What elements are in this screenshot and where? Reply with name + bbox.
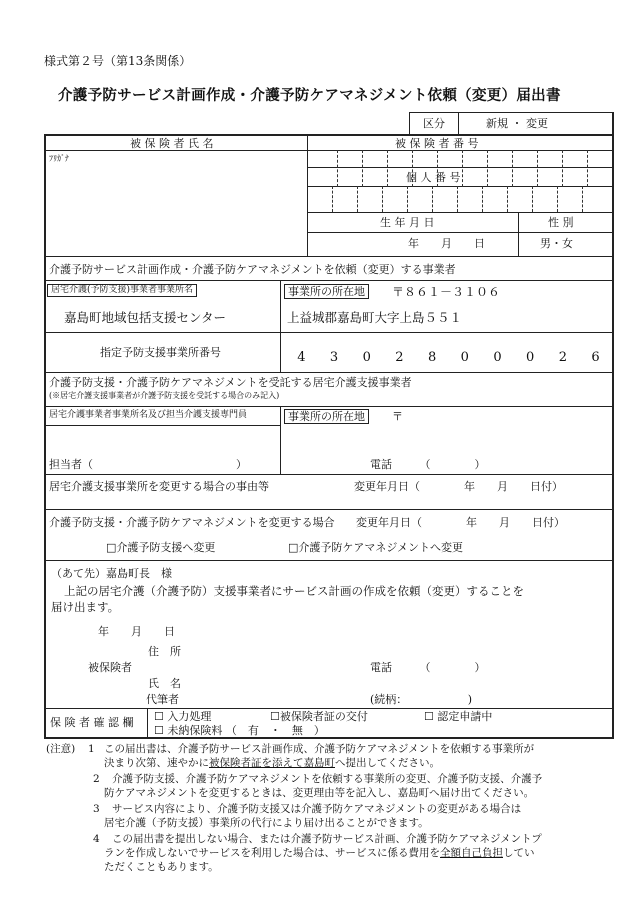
declaration-date: 年 月 日 (98, 625, 175, 638)
designation-digit: 2 (558, 350, 567, 365)
divider (44, 280, 612, 281)
digit-cell-divider (482, 186, 483, 212)
divider (307, 167, 612, 168)
change-reason-label: 居宅介護支援事業所を変更する場合の事由等 (49, 480, 269, 493)
divider (44, 474, 612, 475)
note-number: 4 (93, 833, 100, 845)
divider (280, 406, 281, 474)
insured-label: 被保険者 (88, 661, 132, 674)
form-frame-top (44, 134, 614, 136)
office-name-label: 居宅介護(予防支援)事業者事業所名 (47, 284, 197, 297)
classification-label: 区分 (423, 117, 445, 130)
divider (307, 212, 612, 213)
furigana-label: ﾌﾘｶﾞﾅ (49, 154, 69, 163)
designation-digit: 0 (362, 350, 371, 365)
office-address: 上益城郡嘉島町大字上島５５１ (287, 310, 463, 325)
digit-cell-divider (337, 150, 338, 187)
declaration-line2: 届け出ます。 (51, 600, 120, 614)
section2-note: (※居宅介護支援事業者が介護予防支援を受託する場合のみ記入) (49, 391, 280, 400)
insured-number-label: 被 保 険 者 番 号 (395, 137, 479, 150)
divider (44, 372, 612, 373)
designation-number-label: 指定予防支援事業所番号 (100, 346, 221, 359)
section2-heading: 介護予防支援・介護予防ケアマネジメントを受託する居宅介護支援事業者 (49, 376, 412, 389)
divider (280, 280, 281, 372)
note-number: 3 (93, 803, 100, 815)
section1-heading: 介護予防サービス計画作成・介護予防ケアマネジメントを依頼（変更）する事業者 (49, 263, 456, 276)
office-address-label: 事業所の所在地 (284, 284, 369, 299)
note-4-line1: この届出書を提出しない場合、または介護予防サービス計画、介護予防ケアマネジメントプ (112, 833, 542, 845)
digit-cell-divider (532, 186, 533, 212)
form-number: 様式第２号（第13条関係） (44, 54, 192, 68)
divider (409, 112, 613, 113)
designation-digit: 0 (526, 350, 535, 365)
personal-number-label: 個 人 番 号 (406, 171, 461, 184)
page-title: 介護予防サービス計画作成・介護予防ケアマネジメント依頼（変更）届出書 (58, 87, 561, 104)
name-label: 氏 名 (148, 677, 181, 690)
form-frame-right (612, 112, 614, 739)
form-frame-bottom (44, 737, 614, 739)
contract-office-label: 居宅介護事業者事業所名及び担当介護支援専門員 (49, 410, 248, 420)
divider (44, 425, 280, 426)
divider (458, 112, 459, 134)
digit-cell-divider (587, 150, 588, 187)
digit-cell-divider (512, 150, 513, 187)
digit-cell-divider (487, 150, 488, 187)
prevention-change-date: 変更年月日（ 年 月 日付） (356, 516, 565, 529)
gender-label: 性 別 (548, 216, 574, 229)
digit-cell-divider (382, 186, 383, 212)
note-1-text: 決まり次第、速やかに (104, 757, 209, 769)
option-care-management[interactable]: □介護予防ケアマネジメントへ変更 (288, 541, 464, 554)
birthdate-format: 年 月 日 (408, 237, 485, 250)
proxy-label: 代筆者 (146, 693, 179, 706)
option-prevention-support[interactable]: □介護予防支援へ変更 (106, 541, 216, 554)
divider (409, 112, 410, 134)
form-frame-left (44, 134, 46, 739)
designation-digit: 0 (493, 350, 502, 365)
digit-cell-divider (432, 186, 433, 212)
prevention-change-label: 介護予防支援・介護予防ケアマネジメントを変更する場合 (49, 516, 335, 529)
digit-cell-divider (457, 186, 458, 212)
contract-phone: 電話 （ ） (370, 458, 486, 471)
digit-cell-divider (357, 186, 358, 212)
insurer-confirmation-label: 保 険 者 確 認 欄 (50, 716, 134, 729)
note-1-line1: この届出書は、介護予防サービス計画作成、介護予防ケアマネジメントを依頼する事業所が (104, 743, 535, 755)
notes-lead: (注意) (46, 743, 76, 755)
divider (147, 708, 148, 738)
address-label: 住 所 (148, 645, 181, 658)
digit-cell-divider (462, 150, 463, 187)
check-unpaid-premium[interactable]: ☐ 未納保険料 （ 有 ・ 無 ） (154, 724, 325, 737)
relation-label: (続柄： ) (370, 693, 473, 706)
digit-cell-divider (537, 150, 538, 187)
note-number: 1 (88, 743, 95, 755)
note-2-line1: 介護予防支援、介護予防ケアマネジメントを依頼する事業所の変更、介護予防支援、介護予 (112, 773, 543, 785)
check-application-pending[interactable]: ☐ 認定申請中 (424, 710, 493, 723)
divider (44, 708, 612, 709)
designation-digit: 4 (297, 350, 306, 365)
note-4-line2 (104, 847, 535, 860)
note-number: 2 (93, 773, 100, 785)
divider (307, 232, 612, 233)
contract-postal-mark: 〒 (392, 410, 403, 423)
digit-cell-divider (507, 186, 508, 212)
office-name: 嘉島町地域包括支援センター (64, 310, 227, 325)
digit-cell-divider (387, 150, 388, 187)
divider (44, 560, 612, 561)
divider (44, 256, 612, 257)
divider (44, 332, 612, 333)
note-4-text: してい (503, 847, 535, 859)
digit-cell-divider (362, 150, 363, 187)
designation-digit: 6 (591, 350, 600, 365)
note-4-line3: ただくこともあります。 (104, 861, 219, 873)
digit-cell-divider (332, 186, 333, 212)
contract-person: 担当者（ ） (49, 458, 247, 471)
designation-digit: 3 (329, 350, 339, 365)
change-reason-date: 変更年月日（ 年 月 日付） (354, 480, 563, 493)
designation-number (285, 350, 612, 365)
birthdate-label: 生 年 月 日 (380, 216, 435, 229)
office-postal-code: 〒８６１－３１０６ (392, 285, 501, 299)
note-4-text: ランを作成しないでサービスを利用した場合は、サービスに係る費用を (104, 847, 440, 859)
note-4-underline: 全額自己負担 (440, 847, 503, 859)
digit-cell-divider (562, 150, 563, 187)
contract-address-label: 事業所の所在地 (284, 409, 369, 424)
divider (44, 406, 612, 407)
digit-cell-divider (582, 186, 583, 212)
check-input-processing[interactable]: ☐ 入力処理 (154, 710, 212, 723)
note-1-underline: 被保険者証を添えて嘉島町 (209, 757, 335, 769)
note-1-text: へ提出してください。 (335, 757, 440, 769)
digit-cell-divider (557, 186, 558, 212)
insured-name-label: 被 保 険 者 氏 名 (130, 137, 214, 150)
note-3-line1: サービス内容により、介護予防支援又は介護予防ケアマネジメントの変更がある場合は (112, 803, 522, 815)
divider (307, 186, 612, 187)
note-2-line2: 防ケアマネジメントを変更するときは、変更理由等を記入し、嘉島町へ届け出てください。 (104, 787, 535, 799)
designation-digit: 0 (460, 350, 469, 365)
classification-options: 新規 ・ 変更 (486, 117, 548, 130)
divider (307, 134, 308, 256)
note-3-line2: 居宅介護（予防支援）事業所の代行により届け出ることができます。 (104, 817, 429, 829)
divider (518, 212, 519, 256)
divider (44, 509, 612, 510)
note-1-line2 (104, 757, 440, 770)
digit-cell-divider (407, 186, 408, 212)
declaration-line1: 上記の居宅介護（介護予防）支援事業者にサービス計画の作成を依頼（変更）することを (64, 584, 524, 598)
designation-digit: 2 (395, 350, 404, 365)
gender-options: 男・女 (540, 237, 573, 250)
addressee: （あて先）嘉島町長 様 (51, 567, 172, 580)
designation-digit: 8 (427, 350, 437, 365)
check-card-issued[interactable]: ☐被保険者証の交付 (270, 710, 368, 723)
declaration-phone: 電話 （ ） (370, 661, 486, 674)
